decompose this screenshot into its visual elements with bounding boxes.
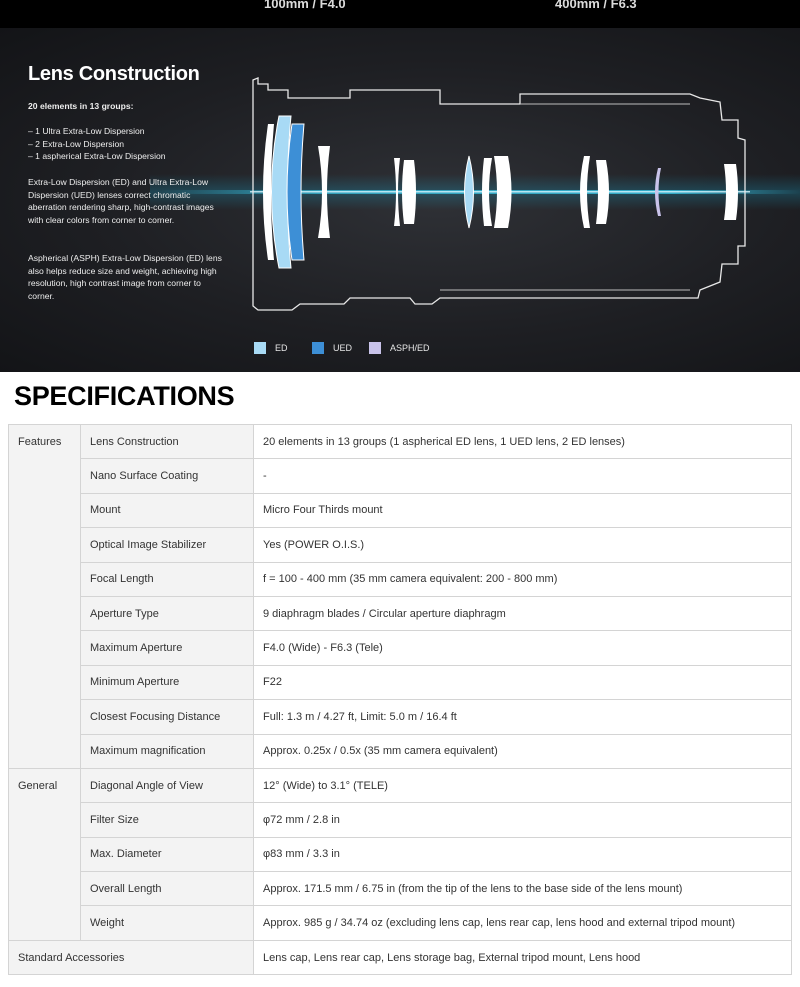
spec-label: Aperture Type xyxy=(81,596,254,630)
top-strip xyxy=(0,0,800,28)
legend-swatch-asph-ed xyxy=(369,342,381,354)
legend-item-asph-ed xyxy=(369,342,430,354)
spec-value: 12° (Wide) to 3.1° (TELE) xyxy=(254,768,792,802)
legend-item-ued xyxy=(312,342,352,354)
spec-label: Maximum Aperture xyxy=(81,631,254,665)
table-row xyxy=(9,734,792,768)
spec-value: Approx. 171.5 mm / 6.75 in (from the tip of the lens to the base side of the lens mount) xyxy=(254,872,792,906)
spec-label: Lens Construction xyxy=(81,425,254,459)
lens-description-asph: Aspherical (ASPH) Extra-Low Dispersion (ED) lens also helps reduce size and weight, achieving high resolution, high contrast image from corner to corner. xyxy=(28,253,222,301)
group-cell-general: General xyxy=(9,768,81,940)
spec-label: Max. Diameter xyxy=(81,837,254,871)
legend-swatch-ed xyxy=(254,342,266,354)
table-row xyxy=(9,906,792,940)
legend-item-ed xyxy=(254,342,288,354)
spec-label: Maximum magnification xyxy=(81,734,254,768)
standard-accessories-label: Standard Accessories xyxy=(9,940,254,974)
spec-value: - xyxy=(254,459,792,493)
table-row xyxy=(9,837,792,871)
table-row xyxy=(9,940,792,974)
lens-bullet-item: – 2 Extra-Low Dispersion xyxy=(28,138,125,149)
table-row xyxy=(9,596,792,630)
legend-label-asph-ed: ASPH/ED xyxy=(390,343,430,353)
legend-label-ed: ED xyxy=(275,343,288,353)
standard-accessories-value: Lens cap, Lens rear cap, Lens storage bag, External tripod mount, Lens hood xyxy=(254,940,792,974)
spec-value: Micro Four Thirds mount xyxy=(254,493,792,527)
table-row xyxy=(9,528,792,562)
table-row xyxy=(9,459,792,493)
spec-value: Yes (POWER O.I.S.) xyxy=(254,528,792,562)
legend-swatch-ued xyxy=(312,342,324,354)
table-row xyxy=(9,803,792,837)
spec-label: Nano Surface Coating xyxy=(81,459,254,493)
lens-bullet-list xyxy=(28,125,166,163)
lens-construction-subtitle: 20 elements in 13 groups: xyxy=(28,101,134,111)
spec-value: Approx. 0.25x / 0.5x (35 mm camera equivalent) xyxy=(254,734,792,768)
focal-tele-label: 400mm / F6.3 xyxy=(555,0,637,11)
lens-bullet-item: – 1 aspherical Extra-Low Dispersion xyxy=(28,151,166,162)
table-row xyxy=(9,768,792,802)
lens-construction-title: Lens Construction xyxy=(28,63,200,85)
specifications-heading: SPECIFICATIONS xyxy=(14,381,235,411)
spec-label: Minimum Aperture xyxy=(81,665,254,699)
spec-value: F22 xyxy=(254,665,792,699)
spec-value: f = 100 - 400 mm (35 mm camera equivalent: 200 - 800 mm) xyxy=(254,562,792,596)
spec-label: Weight xyxy=(81,906,254,940)
specifications-table xyxy=(8,424,792,975)
spec-label: Mount xyxy=(81,493,254,527)
spec-value: 9 diaphragm blades / Circular aperture diaphragm xyxy=(254,596,792,630)
spec-label: Closest Focusing Distance xyxy=(81,700,254,734)
group-cell-features: Features xyxy=(9,425,81,769)
lens-description-ed: Extra-Low Dispersion (ED) and Ultra Extra-Low Dispersion (UED) lenses correct chromatic aberration rendering sharp, high-contrast images with clear colors from corner to corner. xyxy=(28,177,214,225)
lens-element-6 xyxy=(402,160,416,224)
focal-wide-label: 100mm / F4.0 xyxy=(264,0,346,11)
legend-label-ued: UED xyxy=(333,343,353,353)
spec-value: Approx. 985 g / 34.74 oz (excluding lens cap, lens rear cap, lens hood and external tripod mount) xyxy=(254,906,792,940)
table-row xyxy=(9,700,792,734)
spec-label: Overall Length xyxy=(81,872,254,906)
lens-element-7-ed xyxy=(465,156,474,228)
lens-element-3-ued xyxy=(287,124,304,260)
table-row xyxy=(9,425,792,459)
table-row xyxy=(9,631,792,665)
table-row xyxy=(9,562,792,596)
spec-label: Filter Size xyxy=(81,803,254,837)
lens-bullet-item: – 1 Ultra Extra-Low Dispersion xyxy=(28,126,145,136)
table-row xyxy=(9,872,792,906)
lens-element-13 xyxy=(724,164,738,220)
spec-label: Focal Length xyxy=(81,562,254,596)
spec-value: φ83 mm / 3.3 in xyxy=(254,837,792,871)
spec-value: Full: 1.3 m / 4.27 ft, Limit: 5.0 m / 16.4 ft xyxy=(254,700,792,734)
table-row xyxy=(9,493,792,527)
spec-label: Optical Image Stabilizer xyxy=(81,528,254,562)
spec-label: Diagonal Angle of View xyxy=(81,768,254,802)
spec-value: F4.0 (Wide) - F6.3 (Tele) xyxy=(254,631,792,665)
spec-value: φ72 mm / 2.8 in xyxy=(254,803,792,837)
spec-value: 20 elements in 13 groups (1 aspherical ED lens, 1 UED lens, 2 ED lenses) xyxy=(254,425,792,459)
table-row xyxy=(9,665,792,699)
lens-construction-panel xyxy=(0,28,800,372)
